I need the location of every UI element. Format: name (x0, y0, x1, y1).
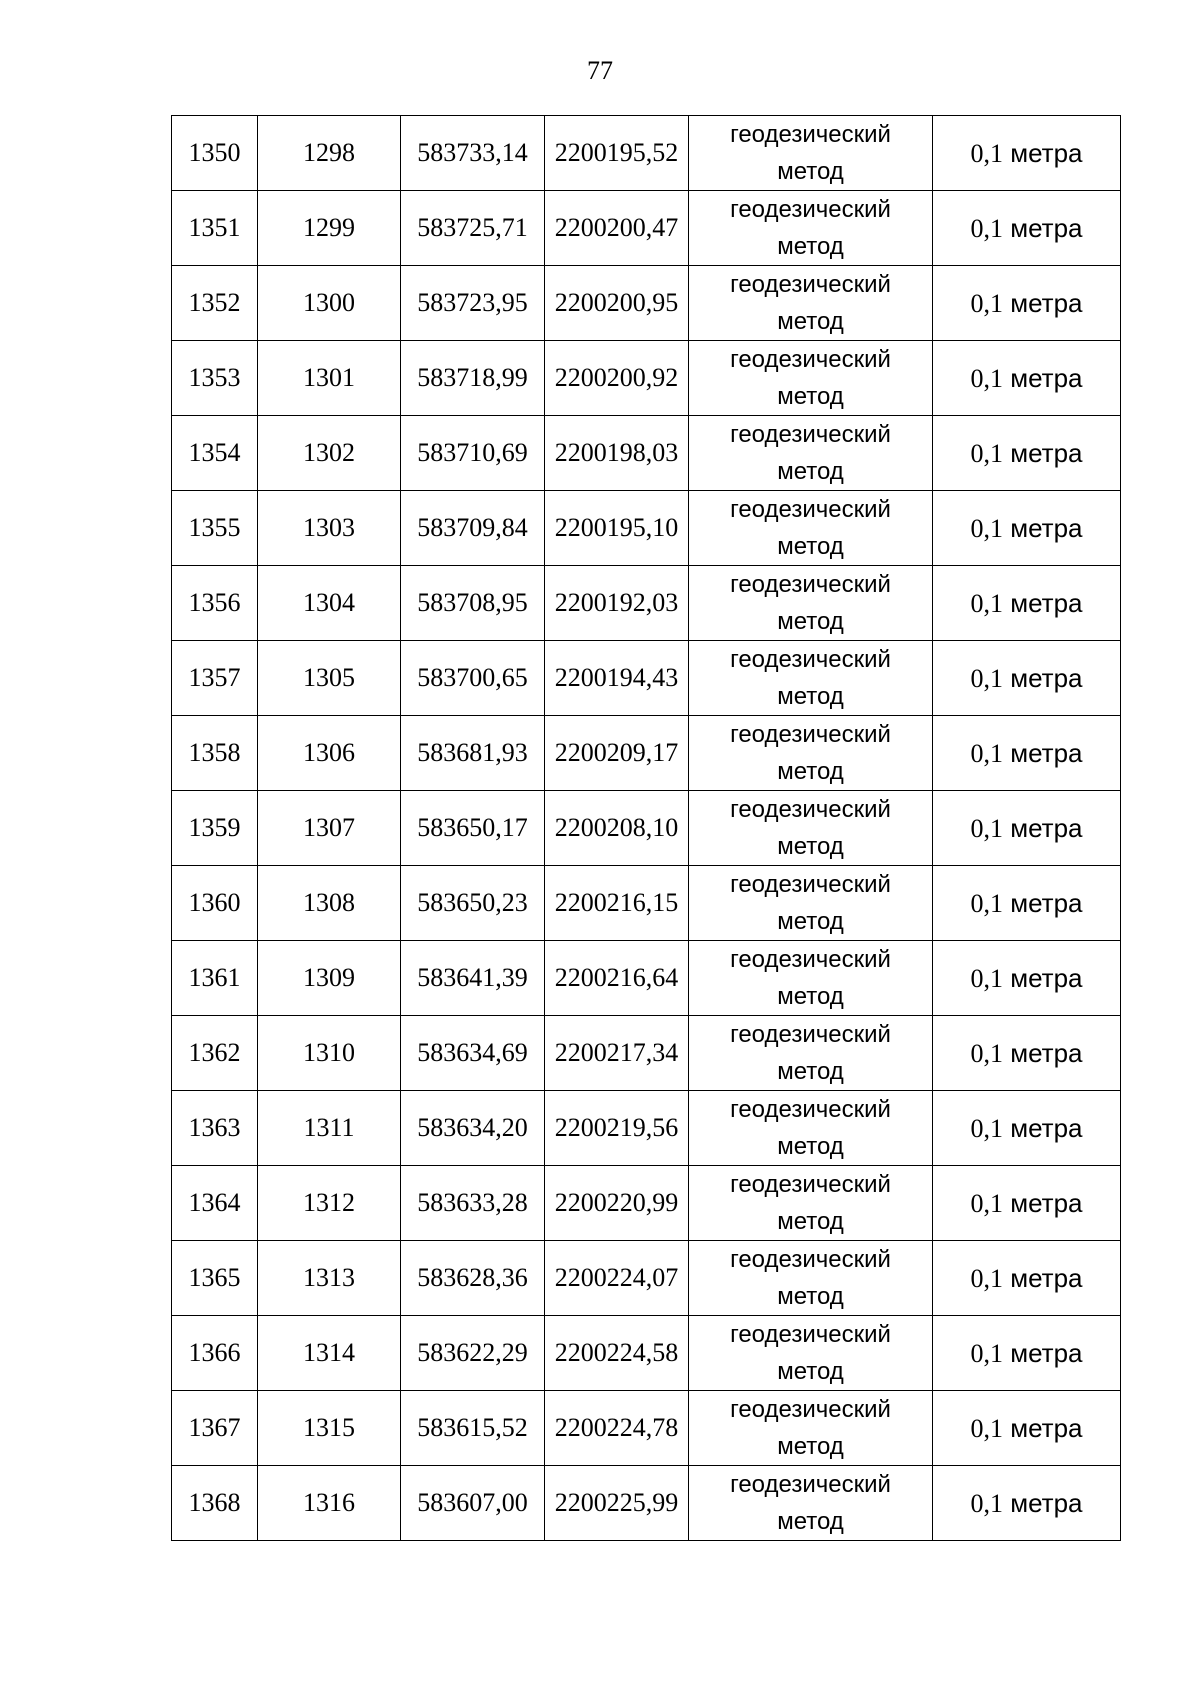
point-number-cell: 1311 (258, 1091, 401, 1166)
row-number-cell: 1351 (172, 191, 258, 266)
y-coordinate-cell: 2200209,17 (545, 716, 689, 791)
point-number-cell: 1307 (258, 791, 401, 866)
table-row (172, 341, 1121, 416)
method-text-line: метод (777, 683, 844, 710)
table-row (172, 416, 1121, 491)
point-number-cell: 1314 (258, 1316, 401, 1391)
accuracy-value: 0,1 (970, 888, 1003, 918)
x-coordinate-cell: 583634,69 (401, 1016, 545, 1091)
method-text-line: геодезический (730, 721, 891, 748)
accuracy-cell (933, 716, 1121, 791)
accuracy-cell (933, 116, 1121, 191)
accuracy-value: 0,1 (970, 1113, 1003, 1143)
method-cell (689, 716, 933, 791)
method-text-line: геодезический (730, 1396, 891, 1423)
y-coordinate-cell: 2200220,99 (545, 1166, 689, 1241)
x-coordinate-cell: 583634,20 (401, 1091, 545, 1166)
method-cell (689, 191, 933, 266)
method-text-line: метод (777, 908, 844, 935)
accuracy-unit: метра (1010, 812, 1083, 843)
accuracy-unit: метра (1010, 737, 1083, 768)
accuracy-cell (933, 866, 1121, 941)
y-coordinate-cell: 2200195,52 (545, 116, 689, 191)
point-number-cell: 1313 (258, 1241, 401, 1316)
y-coordinate-cell: 2200200,95 (545, 266, 689, 341)
y-coordinate-cell: 2200192,03 (545, 566, 689, 641)
method-cell (689, 641, 933, 716)
y-coordinate-cell: 2200200,47 (545, 191, 689, 266)
y-coordinate-cell: 2200194,43 (545, 641, 689, 716)
accuracy-cell (933, 1166, 1121, 1241)
accuracy-value: 0,1 (970, 663, 1003, 693)
accuracy-cell (933, 1091, 1121, 1166)
table-row (172, 791, 1121, 866)
method-text-line: метод (777, 1133, 844, 1160)
row-number-cell: 1367 (172, 1391, 258, 1466)
method-text-line: геодезический (730, 1171, 891, 1198)
method-text-line: геодезический (730, 871, 891, 898)
y-coordinate-cell: 2200198,03 (545, 416, 689, 491)
method-cell (689, 1091, 933, 1166)
method-text-line: геодезический (730, 121, 891, 148)
table-row (172, 566, 1121, 641)
table-row (172, 266, 1121, 341)
method-cell (689, 266, 933, 341)
point-number-cell: 1298 (258, 116, 401, 191)
row-number-cell: 1368 (172, 1466, 258, 1541)
accuracy-value: 0,1 (970, 738, 1003, 768)
row-number-cell: 1354 (172, 416, 258, 491)
table-row (172, 1241, 1121, 1316)
accuracy-unit: метра (1010, 1412, 1083, 1443)
accuracy-unit: метра (1010, 887, 1083, 918)
x-coordinate-cell: 583725,71 (401, 191, 545, 266)
accuracy-unit: метра (1010, 1187, 1083, 1218)
row-number-cell: 1355 (172, 491, 258, 566)
accuracy-cell (933, 191, 1121, 266)
method-cell (689, 491, 933, 566)
x-coordinate-cell: 583628,36 (401, 1241, 545, 1316)
method-text-line: метод (777, 1508, 844, 1535)
accuracy-value: 0,1 (970, 363, 1003, 393)
accuracy-cell (933, 491, 1121, 566)
method-text-line: метод (777, 533, 844, 560)
x-coordinate-cell: 583650,23 (401, 866, 545, 941)
point-number-cell: 1309 (258, 941, 401, 1016)
method-cell (689, 791, 933, 866)
accuracy-value: 0,1 (970, 1413, 1003, 1443)
table-row (172, 491, 1121, 566)
accuracy-value: 0,1 (970, 588, 1003, 618)
row-number-cell: 1357 (172, 641, 258, 716)
method-text-line: геодезический (730, 946, 891, 973)
coordinates-table-body (172, 116, 1121, 1541)
point-number-cell: 1305 (258, 641, 401, 716)
method-text-line: метод (777, 1283, 844, 1310)
point-number-cell: 1300 (258, 266, 401, 341)
method-text-line: метод (777, 233, 844, 260)
method-text-line: метод (777, 158, 844, 185)
row-number-cell: 1356 (172, 566, 258, 641)
table-row (172, 716, 1121, 791)
x-coordinate-cell: 583710,69 (401, 416, 545, 491)
method-text-line: геодезический (730, 1021, 891, 1048)
accuracy-value: 0,1 (970, 513, 1003, 543)
method-text-line: метод (777, 383, 844, 410)
method-text-line: метод (777, 833, 844, 860)
accuracy-value: 0,1 (970, 1488, 1003, 1518)
table-row (172, 1316, 1121, 1391)
accuracy-value: 0,1 (970, 213, 1003, 243)
y-coordinate-cell: 2200219,56 (545, 1091, 689, 1166)
x-coordinate-cell: 583681,93 (401, 716, 545, 791)
method-text-line: метод (777, 1058, 844, 1085)
point-number-cell: 1310 (258, 1016, 401, 1091)
method-text-line: метод (777, 1433, 844, 1460)
accuracy-unit: метра (1010, 287, 1083, 318)
method-cell (689, 941, 933, 1016)
row-number-cell: 1353 (172, 341, 258, 416)
x-coordinate-cell: 583650,17 (401, 791, 545, 866)
accuracy-unit: метра (1010, 212, 1083, 243)
accuracy-unit: метра (1010, 1112, 1083, 1143)
y-coordinate-cell: 2200224,58 (545, 1316, 689, 1391)
method-text-line: метод (777, 758, 844, 785)
accuracy-cell (933, 1466, 1121, 1541)
y-coordinate-cell: 2200225,99 (545, 1466, 689, 1541)
method-text-line: геодезический (730, 571, 891, 598)
coordinates-table (171, 115, 1121, 1541)
row-number-cell: 1358 (172, 716, 258, 791)
accuracy-unit: метра (1010, 512, 1083, 543)
method-text-line: геодезический (730, 271, 891, 298)
method-cell (689, 416, 933, 491)
point-number-cell: 1308 (258, 866, 401, 941)
method-cell (689, 1391, 933, 1466)
accuracy-cell (933, 266, 1121, 341)
table-row (172, 1466, 1121, 1541)
y-coordinate-cell: 2200208,10 (545, 791, 689, 866)
x-coordinate-cell: 583708,95 (401, 566, 545, 641)
accuracy-value: 0,1 (970, 438, 1003, 468)
accuracy-value: 0,1 (970, 1263, 1003, 1293)
accuracy-value: 0,1 (970, 1188, 1003, 1218)
accuracy-cell (933, 641, 1121, 716)
method-cell (689, 566, 933, 641)
accuracy-unit: метра (1010, 1262, 1083, 1293)
accuracy-unit: метра (1010, 962, 1083, 993)
accuracy-unit: метра (1010, 137, 1083, 168)
accuracy-value: 0,1 (970, 1038, 1003, 1068)
method-text-line: метод (777, 983, 844, 1010)
accuracy-unit: метра (1010, 662, 1083, 693)
x-coordinate-cell: 583615,52 (401, 1391, 545, 1466)
table-row (172, 1166, 1121, 1241)
method-text-line: метод (777, 1208, 844, 1235)
table-row (172, 641, 1121, 716)
method-cell (689, 116, 933, 191)
accuracy-value: 0,1 (970, 138, 1003, 168)
y-coordinate-cell: 2200216,15 (545, 866, 689, 941)
method-cell (689, 1316, 933, 1391)
row-number-cell: 1360 (172, 866, 258, 941)
row-number-cell: 1350 (172, 116, 258, 191)
accuracy-value: 0,1 (970, 288, 1003, 318)
page-number: 77 (587, 56, 613, 85)
table-row (172, 1391, 1121, 1466)
x-coordinate-cell: 583700,65 (401, 641, 545, 716)
x-coordinate-cell: 583622,29 (401, 1316, 545, 1391)
row-number-cell: 1352 (172, 266, 258, 341)
table-row (172, 1016, 1121, 1091)
method-cell (689, 1466, 933, 1541)
y-coordinate-cell: 2200224,78 (545, 1391, 689, 1466)
x-coordinate-cell: 583718,99 (401, 341, 545, 416)
y-coordinate-cell: 2200195,10 (545, 491, 689, 566)
accuracy-value: 0,1 (970, 813, 1003, 843)
accuracy-unit: метра (1010, 1487, 1083, 1518)
x-coordinate-cell: 583607,00 (401, 1466, 545, 1541)
method-cell (689, 1016, 933, 1091)
method-cell (689, 866, 933, 941)
row-number-cell: 1362 (172, 1016, 258, 1091)
method-text-line: метод (777, 1358, 844, 1385)
table-row (172, 866, 1121, 941)
accuracy-cell (933, 566, 1121, 641)
x-coordinate-cell: 583633,28 (401, 1166, 545, 1241)
method-text-line: геодезический (730, 496, 891, 523)
point-number-cell: 1304 (258, 566, 401, 641)
point-number-cell: 1301 (258, 341, 401, 416)
accuracy-cell (933, 941, 1121, 1016)
row-number-cell: 1361 (172, 941, 258, 1016)
method-text-line: метод (777, 308, 844, 335)
point-number-cell: 1306 (258, 716, 401, 791)
row-number-cell: 1366 (172, 1316, 258, 1391)
accuracy-cell (933, 416, 1121, 491)
y-coordinate-cell: 2200224,07 (545, 1241, 689, 1316)
accuracy-value: 0,1 (970, 963, 1003, 993)
accuracy-value: 0,1 (970, 1338, 1003, 1368)
y-coordinate-cell: 2200216,64 (545, 941, 689, 1016)
method-text-line: метод (777, 608, 844, 635)
method-cell (689, 1241, 933, 1316)
table-row (172, 116, 1121, 191)
accuracy-cell (933, 341, 1121, 416)
y-coordinate-cell: 2200200,92 (545, 341, 689, 416)
accuracy-unit: метра (1010, 437, 1083, 468)
accuracy-cell (933, 1016, 1121, 1091)
y-coordinate-cell: 2200217,34 (545, 1016, 689, 1091)
row-number-cell: 1365 (172, 1241, 258, 1316)
x-coordinate-cell: 583733,14 (401, 116, 545, 191)
point-number-cell: 1316 (258, 1466, 401, 1541)
row-number-cell: 1359 (172, 791, 258, 866)
row-number-cell: 1364 (172, 1166, 258, 1241)
method-text-line: геодезический (730, 346, 891, 373)
method-text-line: геодезический (730, 646, 891, 673)
accuracy-cell (933, 1241, 1121, 1316)
point-number-cell: 1302 (258, 416, 401, 491)
point-number-cell: 1299 (258, 191, 401, 266)
point-number-cell: 1303 (258, 491, 401, 566)
point-number-cell: 1315 (258, 1391, 401, 1466)
method-cell (689, 1166, 933, 1241)
accuracy-unit: метра (1010, 587, 1083, 618)
accuracy-cell (933, 1316, 1121, 1391)
method-text-line: геодезический (730, 1471, 891, 1498)
table-row (172, 1091, 1121, 1166)
table-row (172, 191, 1121, 266)
accuracy-cell (933, 1391, 1121, 1466)
accuracy-unit: метра (1010, 1037, 1083, 1068)
accuracy-unit: метра (1010, 1337, 1083, 1368)
method-text-line: геодезический (730, 1321, 891, 1348)
accuracy-cell (933, 791, 1121, 866)
accuracy-unit: метра (1010, 362, 1083, 393)
row-number-cell: 1363 (172, 1091, 258, 1166)
method-text-line: метод (777, 458, 844, 485)
method-cell (689, 341, 933, 416)
point-number-cell: 1312 (258, 1166, 401, 1241)
method-text-line: геодезический (730, 1096, 891, 1123)
table-row (172, 941, 1121, 1016)
method-text-line: геодезический (730, 196, 891, 223)
method-text-line: геодезический (730, 796, 891, 823)
x-coordinate-cell: 583709,84 (401, 491, 545, 566)
method-text-line: геодезический (730, 1246, 891, 1273)
x-coordinate-cell: 583641,39 (401, 941, 545, 1016)
x-coordinate-cell: 583723,95 (401, 266, 545, 341)
method-text-line: геодезический (730, 421, 891, 448)
